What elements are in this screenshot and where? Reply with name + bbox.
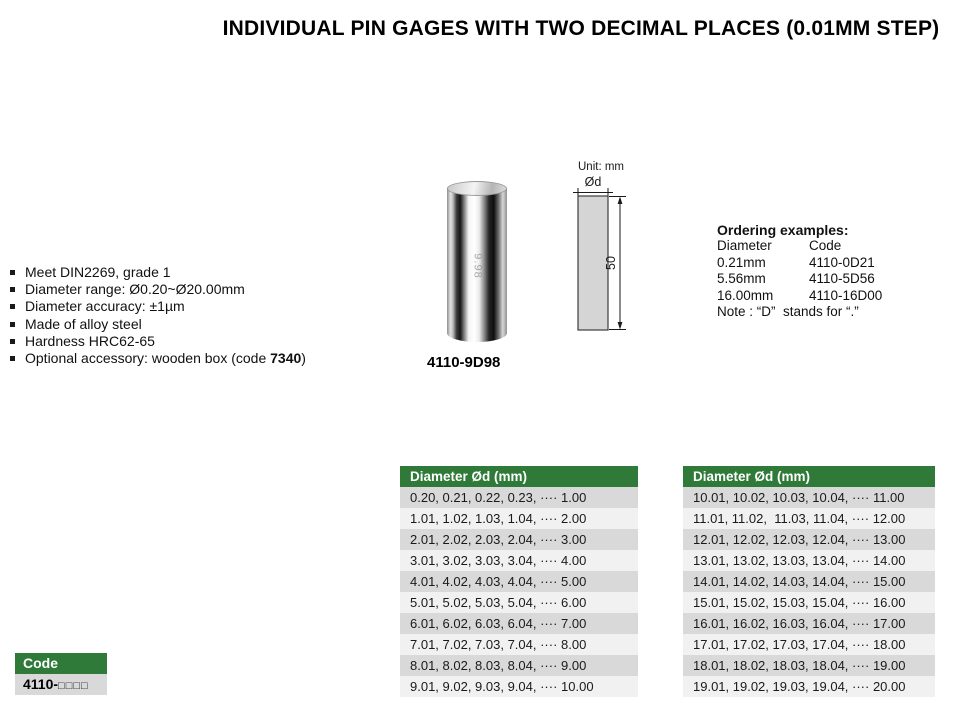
code-prefix: 4110- xyxy=(23,676,59,692)
table-header: Diameter Ød (mm) xyxy=(683,466,935,487)
table-row: 8.01, 8.02, 8.03, 8.04, ···· 9.00 xyxy=(400,655,638,676)
diameter-table-1 xyxy=(400,466,638,697)
table-row: 7.01, 7.02, 7.03, 7.04, ···· 8.00 xyxy=(400,634,638,655)
code-box-header: Code xyxy=(15,653,107,674)
table-row: 17.01, 17.02, 17.03, 17.04, ···· 18.00 xyxy=(683,634,935,655)
diameter-dim-label: Ød xyxy=(584,175,602,189)
table-row: 13.01, 13.02, 13.03, 13.04, ···· 14.00 xyxy=(683,550,935,571)
table-row: 5.01, 5.02, 5.03, 5.04, ···· 6.00 xyxy=(400,592,638,613)
feature-item: Diameter accuracy: ±1µm xyxy=(8,298,306,315)
table-header: Diameter Ød (mm) xyxy=(400,466,638,487)
table-row: 9.01, 9.02, 9.03, 9.04, ···· 10.00 xyxy=(400,676,638,697)
code-box xyxy=(15,653,107,695)
table-row: 15.01, 15.02, 15.03, 15.04, ···· 16.00 xyxy=(683,592,935,613)
table-row: 0.20, 0.21, 0.22, 0.23, ···· 1.00 xyxy=(400,487,638,508)
table-row: 6.01, 6.02, 6.03, 6.04, ···· 7.00 xyxy=(400,613,638,634)
pin-engraving: 9.98 xyxy=(471,253,484,279)
table-row: 1.01, 1.02, 1.03, 1.04, ···· 2.00 xyxy=(400,508,638,529)
ordering-examples xyxy=(717,222,882,320)
table-row: 2.01, 2.02, 2.03, 2.04, ···· 3.00 xyxy=(400,529,638,550)
ordering-row: 0.21mm 4110-0D21 xyxy=(717,254,875,270)
pin-body xyxy=(447,188,507,342)
code-placeholder-boxes: □□□□ xyxy=(58,680,89,692)
table-row: 16.01, 16.02, 16.03, 16.04, ···· 17.00 xyxy=(683,613,935,634)
feature-item: Optional accessory: wooden box (code 7340) xyxy=(8,350,306,367)
feature-item: Made of alloy steel xyxy=(8,316,306,333)
pin-top-face xyxy=(447,181,507,196)
code-value xyxy=(15,674,107,695)
diameter-table-2 xyxy=(683,466,935,697)
table-row: 18.01, 18.02, 18.03, 18.04, ···· 19.00 xyxy=(683,655,935,676)
product-code-label: 4110-9D98 xyxy=(427,354,501,371)
page-title: INDIVIDUAL PIN GAGES WITH TWO DECIMAL PLACES (0.01MM STEP) xyxy=(222,17,940,41)
table-row: 3.01, 3.02, 3.03, 3.04, ···· 4.00 xyxy=(400,550,638,571)
arrow-down-icon xyxy=(618,322,623,330)
table-row: 11.01, 11.02, 11.03, 11.04, ···· 12.00 xyxy=(683,508,935,529)
ordering-header-row: Diameter Code xyxy=(717,238,842,254)
length-dim-label: 50 xyxy=(604,256,618,270)
feature-item: Diameter range: Ø0.20~Ø20.00mm xyxy=(8,281,306,298)
ordering-row: 5.56mm 4110-5D56 xyxy=(717,271,875,287)
ordering-note: Note : “D” stands for “.” xyxy=(717,304,859,320)
ordering-row: 16.00mm 4110-16D00 xyxy=(717,287,883,303)
ordering-title: Ordering examples: xyxy=(717,222,849,238)
dimension-drawing xyxy=(566,152,648,344)
feature-list xyxy=(8,264,306,367)
table-row: 12.01, 12.02, 12.03, 12.04, ···· 13.00 xyxy=(683,529,935,550)
feature-item: Hardness HRC62-65 xyxy=(8,333,306,350)
feature-item: Meet DIN2269, grade 1 xyxy=(8,264,306,281)
table-row: 14.01, 14.02, 14.03, 14.04, ···· 15.00 xyxy=(683,571,935,592)
unit-label: Unit: mm xyxy=(578,161,624,173)
table-row: 10.01, 10.02, 10.03, 10.04, ···· 11.00 xyxy=(683,487,935,508)
table-row: 4.01, 4.02, 4.03, 4.04, ···· 5.00 xyxy=(400,571,638,592)
pin-gage-photo xyxy=(447,181,507,342)
arrow-up-icon xyxy=(618,197,623,205)
table-row: 19.01, 19.02, 19.03, 19.04, ···· 20.00 xyxy=(683,676,935,697)
